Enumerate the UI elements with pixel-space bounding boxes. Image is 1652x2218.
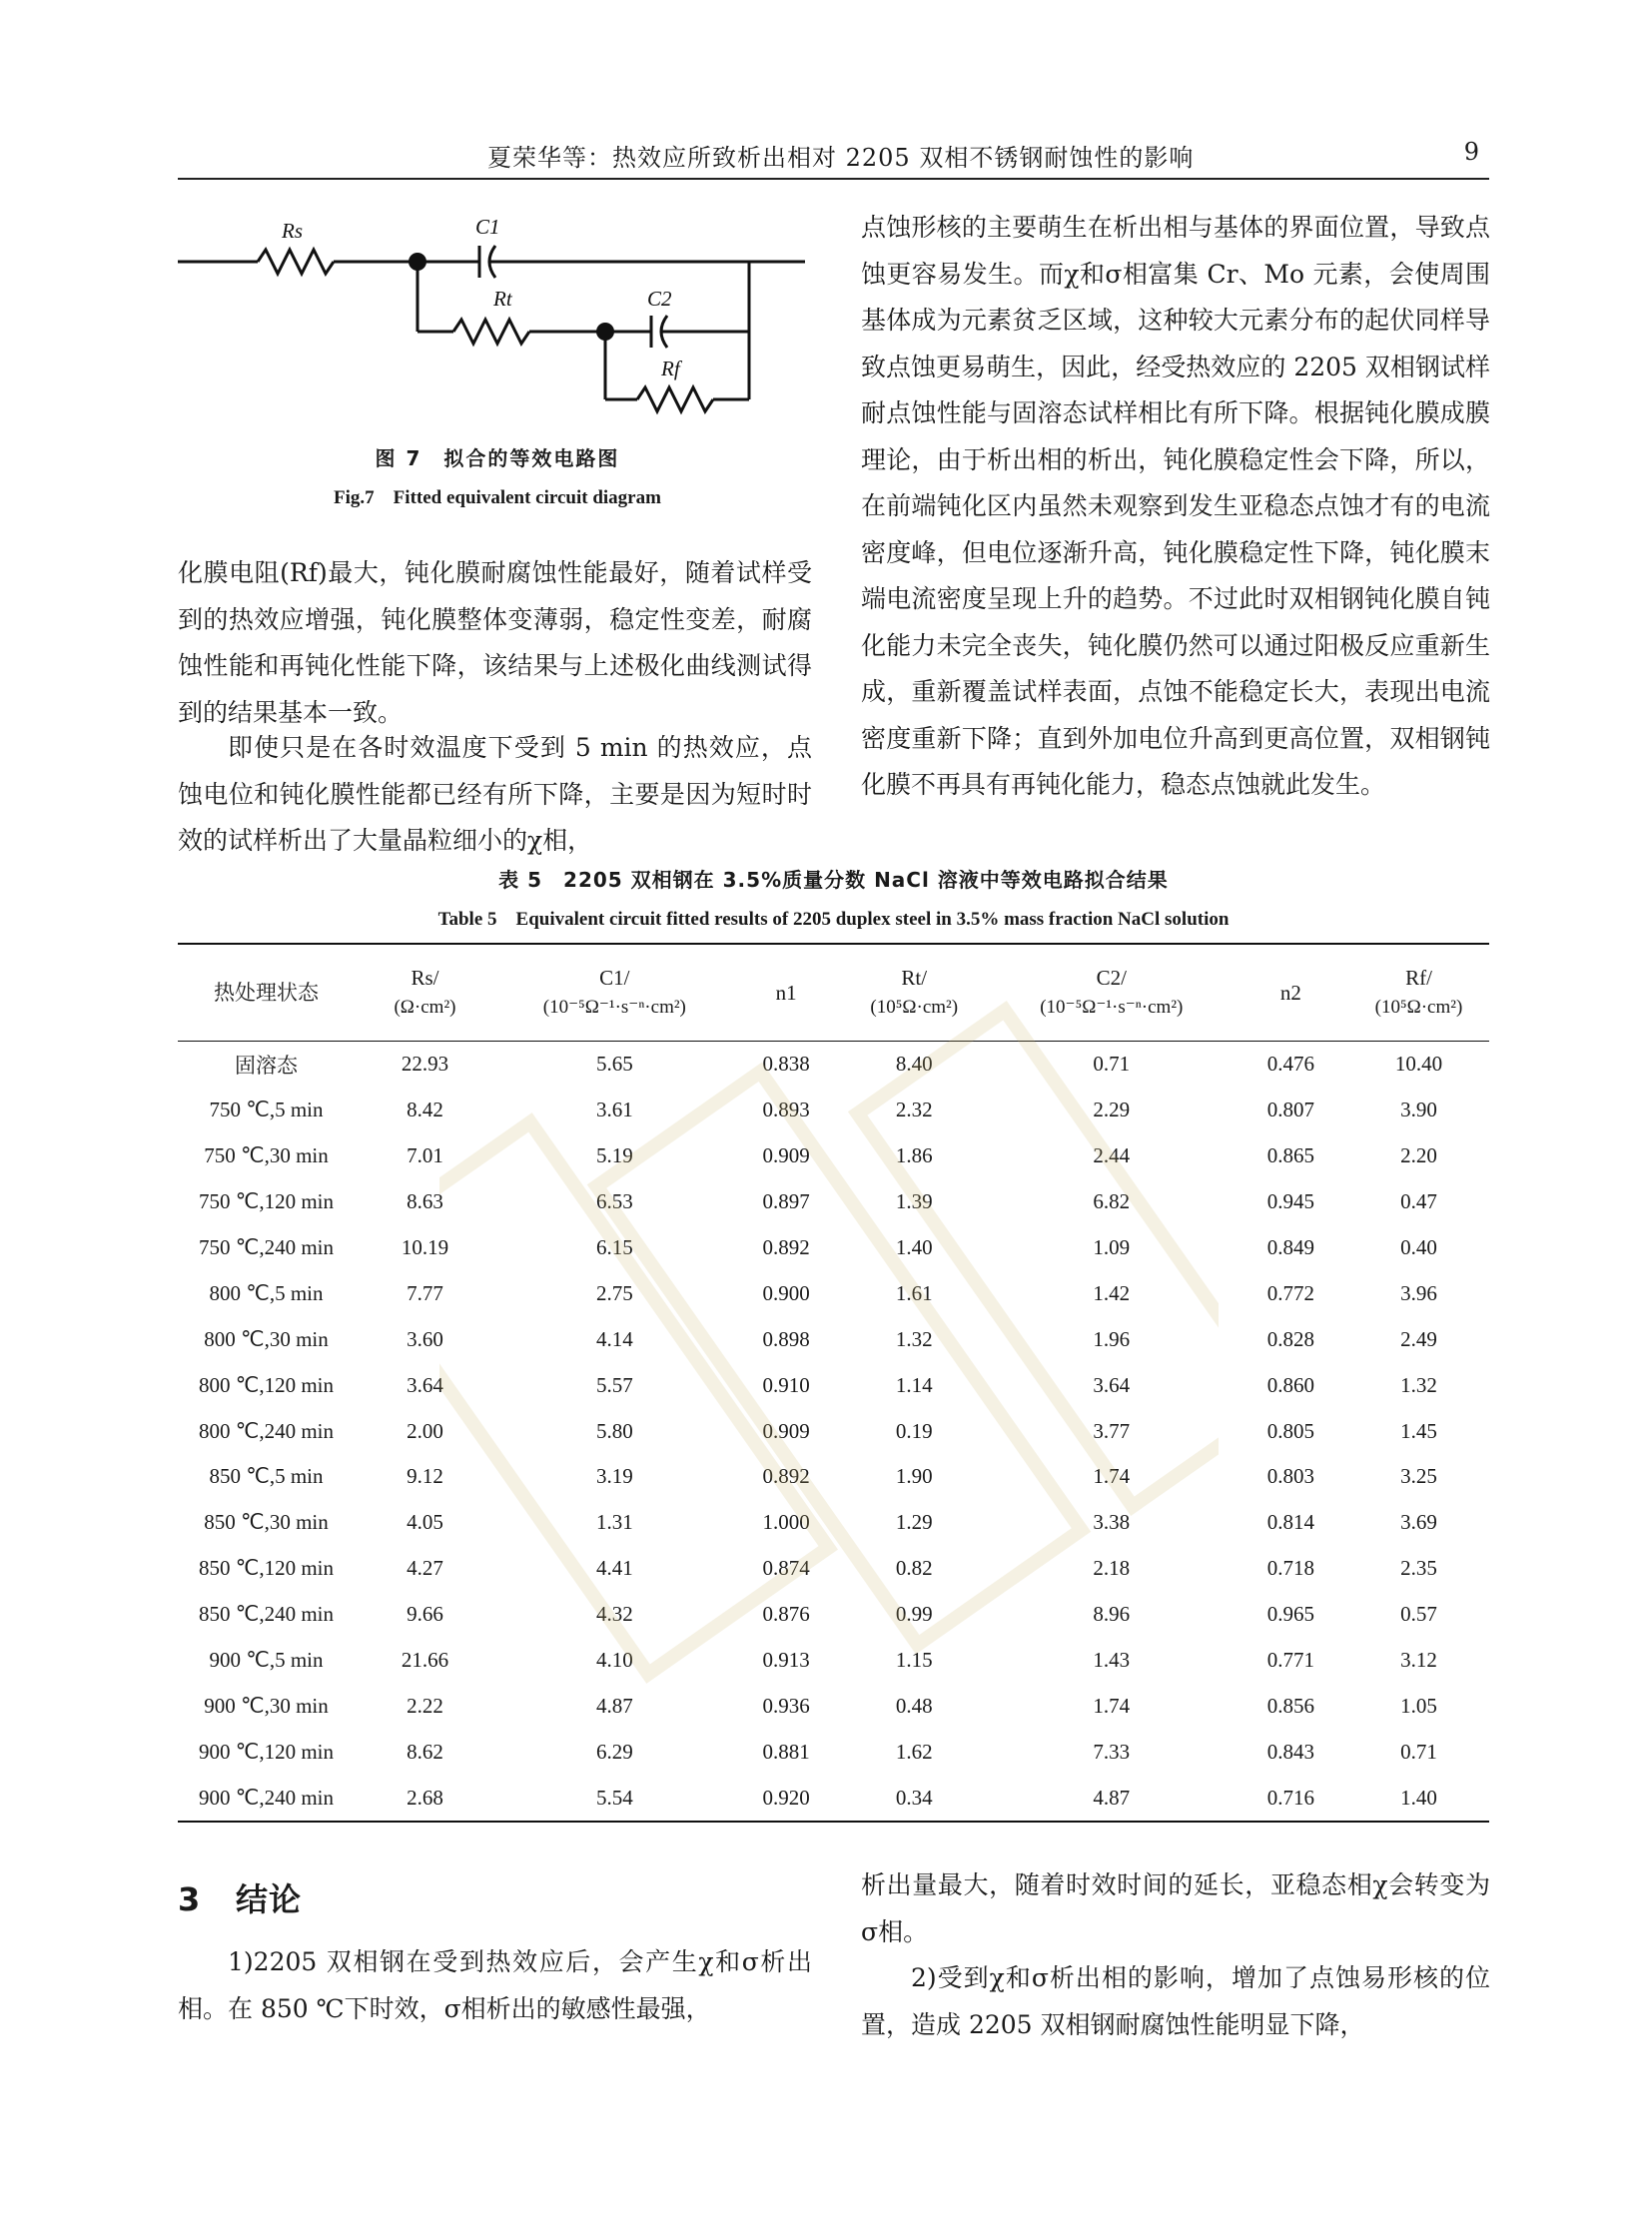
cell-n1: 0.909 <box>762 1143 810 1168</box>
cell-n2: 0.865 <box>1266 1143 1314 1168</box>
cell-n1: 0.881 <box>762 1739 810 1764</box>
cell-rf: 3.12 <box>1400 1648 1437 1673</box>
conclusion-paragraph-1-cont: 析出量最大，随着时效时间的延长，亚稳态相χ会转变为σ相。 <box>861 1870 1490 1946</box>
cell-n2: 0.856 <box>1266 1693 1314 1718</box>
cell-n2: 0.771 <box>1266 1648 1314 1673</box>
cell-c2: 1.09 <box>1093 1235 1131 1259</box>
table-row <box>178 1638 1489 1684</box>
header-n1: n1 <box>775 981 797 1005</box>
cell-c1: 2.75 <box>595 1280 633 1305</box>
header-c2: C2/ (10⁻⁵Ω⁻¹·s⁻ⁿ·cm²) <box>1040 966 1184 1018</box>
section-number: 3 <box>178 1880 202 1918</box>
conclusion-paragraph-1: 1)2205 双相钢在受到热效应后，会产生χ和σ析出相。在 850 ℃下时效，σ相析出的敏感性最强， <box>178 1947 812 2023</box>
cell-rt: 1.62 <box>895 1739 933 1764</box>
cell-c1: 6.53 <box>595 1189 633 1214</box>
cell-c2: 1.42 <box>1093 1280 1131 1305</box>
table-row <box>178 1546 1489 1592</box>
cell-rf: 3.96 <box>1400 1280 1437 1305</box>
cell-c2: 8.96 <box>1093 1602 1131 1627</box>
cell-n2: 0.718 <box>1266 1556 1314 1581</box>
cell-n2: 0.843 <box>1266 1739 1314 1764</box>
cell-rt: 0.99 <box>895 1602 933 1627</box>
cell-c2: 1.74 <box>1093 1464 1131 1489</box>
table-row <box>178 1316 1489 1362</box>
cell-rf: 3.90 <box>1400 1098 1437 1122</box>
cell-n1: 0.893 <box>762 1098 810 1122</box>
cell-rs: 2.00 <box>407 1418 443 1443</box>
cell-state: 750 ℃,5 min <box>209 1098 324 1122</box>
table-row <box>178 1362 1489 1408</box>
cell-c1: 5.57 <box>595 1372 633 1397</box>
cell-n1: 1.000 <box>762 1510 810 1535</box>
cell-c1: 5.80 <box>595 1418 633 1443</box>
cell-n2: 0.965 <box>1266 1602 1314 1627</box>
cell-rt: 0.82 <box>895 1556 933 1581</box>
cell-rt: 1.86 <box>895 1143 933 1168</box>
cell-n1: 0.897 <box>762 1189 810 1214</box>
cell-n1: 0.892 <box>762 1235 810 1259</box>
header-rt: Rt/ (10⁵Ω·cm²) <box>870 966 959 1018</box>
cell-rs: 8.63 <box>407 1189 443 1214</box>
cell-n2: 0.860 <box>1266 1372 1314 1397</box>
running-header <box>178 138 1489 180</box>
cell-rt: 1.90 <box>895 1464 933 1489</box>
cell-n2: 0.828 <box>1266 1326 1314 1351</box>
table-row <box>178 1270 1489 1316</box>
cell-c1: 6.29 <box>595 1739 633 1764</box>
cell-state: 900 ℃,30 min <box>204 1693 329 1718</box>
cell-n2: 0.476 <box>1266 1052 1314 1077</box>
cell-n2: 0.772 <box>1266 1280 1314 1305</box>
cell-c1: 4.10 <box>595 1648 633 1673</box>
cell-rf: 3.25 <box>1400 1464 1437 1489</box>
cell-rf: 10.40 <box>1394 1052 1443 1077</box>
cell-n1: 0.909 <box>762 1418 810 1443</box>
cell-rs: 3.60 <box>407 1326 443 1351</box>
cell-rf: 1.40 <box>1400 1785 1437 1810</box>
conclusion-paragraph-2: 2)受到χ和σ析出相的影响，增加了点蚀易形核的位置，造成 2205 双相钢耐腐蚀性能明显下降， <box>861 1963 1490 2039</box>
cell-n2: 0.716 <box>1266 1785 1314 1810</box>
cell-rs: 21.66 <box>401 1648 449 1673</box>
header-state: 热处理状态 <box>213 981 319 1005</box>
cell-rt: 0.19 <box>895 1418 933 1443</box>
fitting-results-table <box>178 943 1489 1823</box>
cell-rt: 1.32 <box>895 1326 933 1351</box>
cell-state: 900 ℃,240 min <box>198 1785 334 1810</box>
cell-state: 800 ℃,120 min <box>198 1372 334 1397</box>
cell-rt: 1.29 <box>895 1510 933 1535</box>
page-number: 9 <box>1463 138 1479 166</box>
cell-rf: 2.49 <box>1400 1326 1437 1351</box>
label-rt: Rt <box>493 287 512 311</box>
label-rf: Rf <box>661 357 680 380</box>
cell-c1: 5.19 <box>595 1143 633 1168</box>
cell-c2: 0.71 <box>1093 1052 1131 1077</box>
cell-c1: 3.61 <box>595 1098 633 1122</box>
cell-n1: 0.898 <box>762 1326 810 1351</box>
cell-c1: 4.87 <box>595 1693 633 1718</box>
cell-c2: 7.33 <box>1093 1739 1131 1764</box>
header-n2: n2 <box>1279 981 1301 1005</box>
cell-state: 750 ℃,30 min <box>204 1143 329 1168</box>
cell-rs: 4.05 <box>407 1510 443 1535</box>
cell-rs: 8.62 <box>407 1739 443 1764</box>
cell-c2: 2.18 <box>1093 1556 1131 1581</box>
cell-rf: 0.71 <box>1400 1739 1437 1764</box>
label-rs: Rs <box>282 219 303 243</box>
cell-state: 900 ℃,120 min <box>198 1739 334 1764</box>
cell-n1: 0.936 <box>762 1693 810 1718</box>
cell-n1: 0.892 <box>762 1464 810 1489</box>
cell-state: 固溶态 <box>234 1053 298 1078</box>
cell-c1: 3.19 <box>595 1464 633 1489</box>
cell-n2: 0.807 <box>1266 1098 1314 1122</box>
cell-rt: 0.48 <box>895 1693 933 1718</box>
table-row <box>178 1729 1489 1775</box>
cell-n1: 0.920 <box>762 1785 810 1810</box>
cell-rt: 1.39 <box>895 1189 933 1214</box>
cell-c1: 5.54 <box>595 1785 633 1810</box>
cell-n1: 0.838 <box>762 1052 810 1077</box>
table-row <box>178 1775 1489 1822</box>
cell-rs: 9.12 <box>407 1464 443 1489</box>
table-row <box>178 1683 1489 1729</box>
table-row <box>178 1042 1489 1088</box>
cell-state: 850 ℃,240 min <box>198 1602 334 1627</box>
table-row <box>178 1179 1489 1225</box>
cell-rs: 10.19 <box>401 1235 449 1259</box>
cell-rf: 0.57 <box>1400 1602 1437 1627</box>
cell-rt: 0.34 <box>895 1785 933 1810</box>
cell-rs: 22.93 <box>401 1052 449 1077</box>
table-body <box>178 1042 1489 1823</box>
cell-c2: 1.96 <box>1093 1326 1131 1351</box>
circuit-node <box>409 253 426 271</box>
cell-rs: 8.42 <box>407 1098 443 1122</box>
cell-rt: 8.40 <box>895 1052 933 1077</box>
cell-rf: 3.69 <box>1400 1510 1437 1535</box>
figure-caption-en: Fig.7 Fitted equivalent circuit diagram <box>334 487 661 508</box>
label-c2: C2 <box>647 287 672 311</box>
cell-n2: 0.945 <box>1266 1189 1314 1214</box>
cell-n2: 0.814 <box>1266 1510 1314 1535</box>
cell-c2: 1.74 <box>1093 1693 1131 1718</box>
cell-rf: 1.32 <box>1400 1372 1437 1397</box>
table-row <box>178 1088 1489 1133</box>
section-heading <box>178 1874 302 1920</box>
cell-state: 850 ℃,30 min <box>204 1510 329 1535</box>
cell-c2: 1.43 <box>1093 1648 1131 1673</box>
right-paragraph-1: 点蚀形核的主要萌生在析出相与基体的界面位置，导致点蚀更容易发生。而χ和σ相富集 Cr、Mo 元素，会使周围基体成为元素贫乏区域，这种较大元素分布的起伏同样导致点蚀更易萌生，因此，经受热效应的 2205 双相钢试样耐点蚀性能与固溶态试样相比有所下降。根据钝化膜成膜理论，由于析出相的析出，钝化膜稳定性会下降，所以，在前端钝化区内虽然未观察到发生亚稳态点蚀才有的电流密度峰，但电位逐渐升高，钝化膜稳定性下降，钝化膜末端电流密度呈现上升的趋势。不过此时双相钢钝化膜自钝化能力未完全丧失，钝化膜仍然可以通过阳极反应重新生成，重新覆盖试样表面，点蚀不能稳定长大，表现出电流密度重新下降；直到外加电位升高到更高位置，双相钢钝化膜不再具有再钝化能力，稳态点蚀就此发生。 <box>861 213 1490 799</box>
cell-c2: 3.64 <box>1093 1372 1131 1397</box>
cell-n1: 0.874 <box>762 1556 810 1581</box>
cell-c1: 4.14 <box>595 1326 633 1351</box>
header-rf: Rf/ (10⁵Ω·cm²) <box>1374 966 1463 1018</box>
table-row <box>178 1592 1489 1638</box>
cell-state: 900 ℃,5 min <box>209 1648 324 1673</box>
cell-rt: 1.14 <box>895 1372 933 1397</box>
cell-rs: 4.27 <box>407 1556 443 1581</box>
cell-c1: 4.41 <box>595 1556 633 1581</box>
cell-state: 750 ℃,120 min <box>198 1189 334 1214</box>
cell-c2: 6.82 <box>1093 1189 1131 1214</box>
cell-c2: 3.77 <box>1093 1418 1131 1443</box>
cell-rs: 2.22 <box>407 1693 443 1718</box>
table-row <box>178 1133 1489 1179</box>
cell-rf: 0.40 <box>1400 1235 1437 1259</box>
cell-rf: 1.05 <box>1400 1693 1437 1718</box>
label-c1: C1 <box>475 215 500 239</box>
cell-n1: 0.913 <box>762 1648 810 1673</box>
cell-rt: 1.40 <box>895 1235 933 1259</box>
figure-caption-zh: 图 7 拟合的等效电路图 <box>375 446 620 470</box>
cell-rs: 2.68 <box>407 1785 443 1810</box>
cell-rf: 1.45 <box>1400 1418 1437 1443</box>
table-header-row <box>178 944 1489 1042</box>
header-rs: Rs/ (Ω·cm²) <box>394 966 456 1018</box>
cell-rt: 1.15 <box>895 1648 933 1673</box>
left-paragraph-2: 即使只是在各时效温度下受到 5 min 的热效应，点蚀电位和钝化膜性能都已经有所下降，主要是因为短时时效的试样析出了大量晶粒细小的χ相， <box>178 733 812 855</box>
cell-state: 800 ℃,30 min <box>204 1326 329 1351</box>
cell-rf: 2.20 <box>1400 1143 1437 1168</box>
cell-state: 800 ℃,5 min <box>209 1280 324 1305</box>
cell-rs: 7.01 <box>407 1143 443 1168</box>
circuit-node <box>596 323 614 341</box>
cell-rf: 2.35 <box>1400 1556 1437 1581</box>
cell-c2: 3.38 <box>1093 1510 1131 1535</box>
cell-n1: 0.876 <box>762 1602 810 1627</box>
cell-n2: 0.803 <box>1266 1464 1314 1489</box>
cell-rf: 0.47 <box>1400 1189 1437 1214</box>
cell-c1: 5.65 <box>595 1052 633 1077</box>
header-c1: C1/ (10⁻⁵Ω⁻¹·s⁻ⁿ·cm²) <box>542 966 686 1018</box>
table-row <box>178 1454 1489 1500</box>
cell-state: 800 ℃,240 min <box>198 1418 334 1443</box>
table-row <box>178 1408 1489 1454</box>
cell-c1: 1.31 <box>595 1510 633 1535</box>
section-title: 结论 <box>236 1880 303 1918</box>
cell-state: 850 ℃,5 min <box>209 1464 324 1489</box>
table-caption-zh: 表 5 2205 双相钢在 3.5%质量分数 NaCl 溶液中等效电路拟合结果 <box>498 868 1169 892</box>
cell-rs: 7.77 <box>407 1280 443 1305</box>
cell-c1: 4.32 <box>595 1602 633 1627</box>
table-row <box>178 1225 1489 1271</box>
cell-rs: 9.66 <box>407 1602 443 1627</box>
cell-c2: 4.87 <box>1093 1785 1131 1810</box>
cell-c1: 6.15 <box>595 1235 633 1259</box>
cell-state: 850 ℃,120 min <box>198 1556 334 1581</box>
cell-state: 750 ℃,240 min <box>198 1235 334 1259</box>
cell-n1: 0.910 <box>762 1372 810 1397</box>
table-caption-en: Table 5 Equivalent circuit fitted results of 2205 duplex steel in 3.5% mass fraction NaCl solution <box>437 909 1230 930</box>
running-title: 夏荣华等：热效应所致析出相对 2205 双相不锈钢耐蚀性的影响 <box>487 144 1195 172</box>
cell-rt: 2.32 <box>895 1098 933 1122</box>
cell-c2: 2.29 <box>1093 1098 1131 1122</box>
left-paragraph-1: 化膜电阻(Rf)最大，钝化膜耐腐蚀性能最好，随着试样受到的热效应增强，钝化膜整体变薄弱，稳定性变差，耐腐蚀性能和再钝化性能下降，该结果与上述极化曲线测试得到的结果基本一致。 <box>178 558 812 727</box>
cell-n2: 0.805 <box>1266 1418 1314 1443</box>
table-row <box>178 1500 1489 1546</box>
cell-n1: 0.900 <box>762 1280 810 1305</box>
cell-rt: 1.61 <box>895 1280 933 1305</box>
cell-n2: 0.849 <box>1266 1235 1314 1259</box>
cell-c2: 2.44 <box>1093 1143 1131 1168</box>
cell-rs: 3.64 <box>407 1372 443 1397</box>
